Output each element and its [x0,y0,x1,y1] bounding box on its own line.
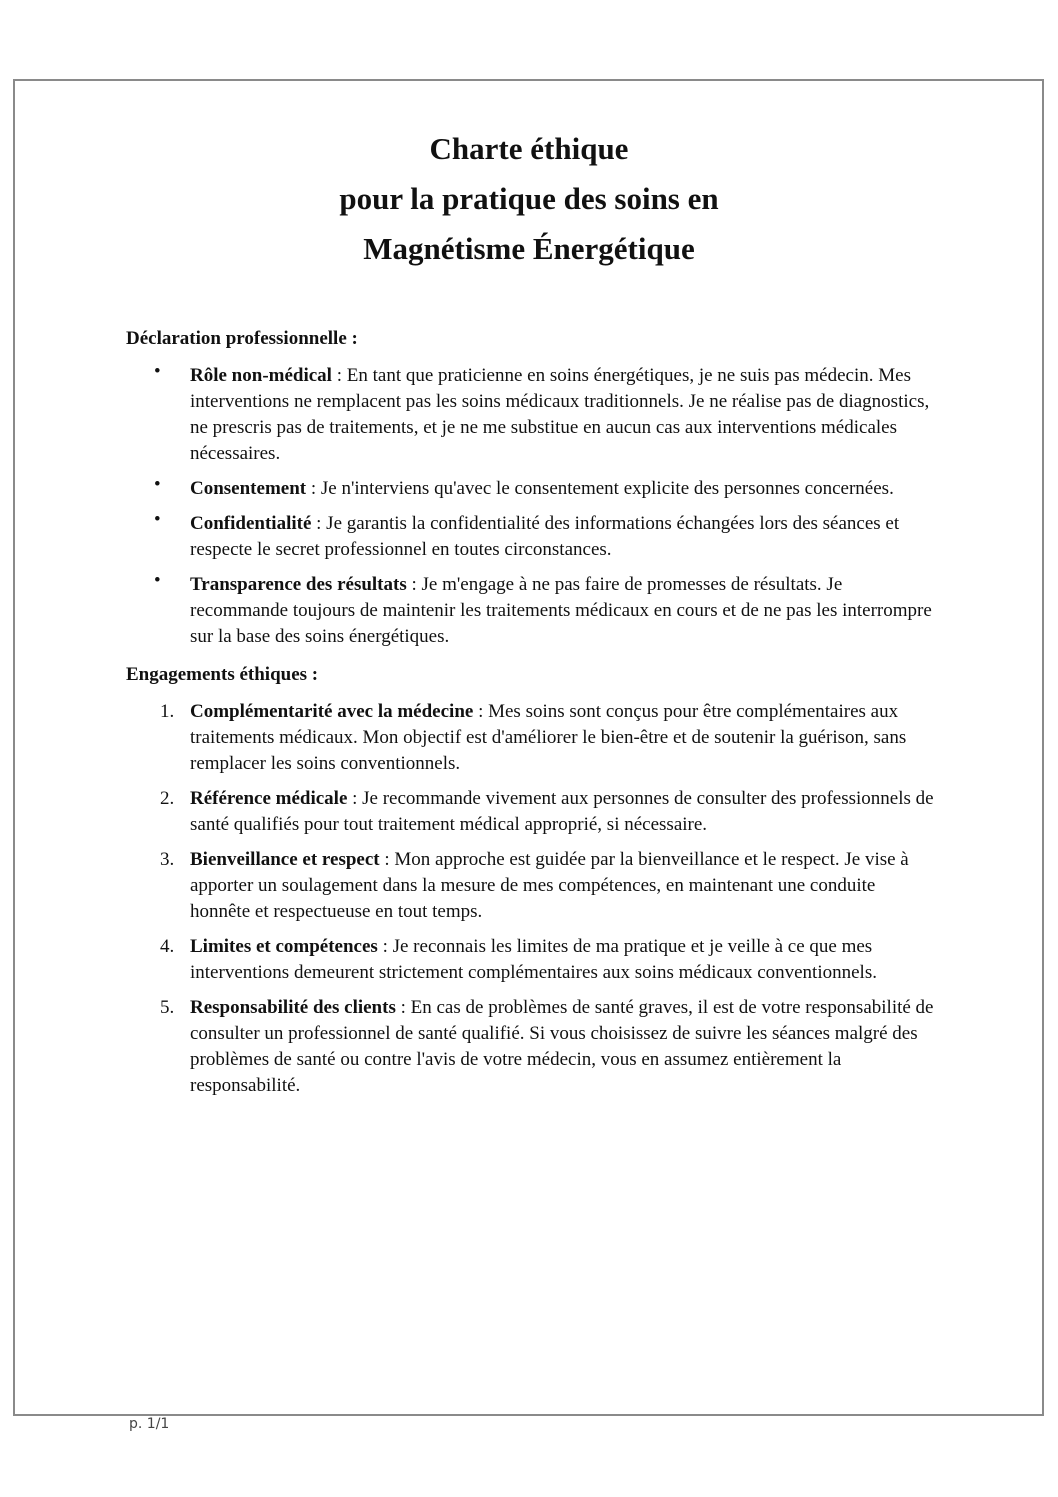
engagement-item-title: Référence médicale [190,788,348,809]
list-number: 5. [160,997,175,1018]
engagement-item [126,995,936,1099]
engagement-item [126,786,936,838]
engagement-item-text: : En cas de problèmes de santé graves, il est de votre responsabilité de consulter un professionnel de santé qualifié. Si vous choisissez de suivre les séances malgré des problèmes de santé ou contre l'avis de votre médecin, vous en assumez entièrement la responsabilité. [190,997,934,1096]
declaration-item [126,363,936,467]
engagement-item-title: Responsabilité des clients [190,997,396,1018]
bullet-marker: • [154,474,161,495]
bullet-marker: • [154,509,161,530]
engagement-item-text: : Mon approche est guidée par la bienveillance et le respect. Je vise à apporter un soulagement dans la mesure de mes compétences, en maintenant une conduite honnête et respectueuse en tout temps. [190,849,909,922]
declaration-item-text: : Je m'engage à ne pas faire de promesses de résultats. Je recommande toujours de maintenir les traitements médicaux en cours et de ne pas les interrompre sur la base des soins énergétiques. [190,574,932,647]
list-number: 4. [160,936,175,957]
engagement-item [126,934,936,986]
engagement-item-text: : Je recommande vivement aux personnes de consulter des professionnels de santé qualifiés pour tout traitement médical approprié, si nécessaire. [190,788,934,835]
declaration-item-text: : En tant que praticienne en soins énergétiques, je ne suis pas médecin. Mes interventions ne remplacent pas les soins médicaux traditionnels. Je ne réalise pas de diagnostics, ne prescris pas de traitements, et je ne me substitue en aucun cas aux interventions médicales nécessaires. [190,365,930,464]
declaration-item [126,572,936,650]
engagement-item [126,699,936,777]
engagements-heading: Engagements éthiques : [126,664,319,685]
declaration-item [126,476,936,502]
engagement-item-title: Bienveillance et respect [190,849,380,870]
declaration-item-text: : Je garantis la confidentialité des informations échangées lors des séances et respecte le secret professionnel en toutes circonstances. [190,513,900,560]
declaration-item-text: : Je n'interviens qu'avec le consentement explicite des personnes concernées. [306,478,894,499]
engagement-item-text: : Mes soins sont conçus pour être complémentaires aux traitements médicaux. Mon objectif est d'améliorer le bien-être et de soutenir la guérison, sans remplacer les soins conventionnels. [190,701,907,774]
list-number: 1. [160,701,175,722]
engagement-item [126,847,936,925]
bullet-marker: • [154,361,161,382]
bullet-marker: • [154,570,161,591]
engagement-item-text: : Je reconnais les limites de ma pratique et je veille à ce que mes interventions demeurent strictement complémentaires aux soins médicaux conventionnels. [190,936,877,983]
page-number: p. 1/1 [129,1416,170,1432]
declaration-item-title: Confidentialité [190,513,312,534]
declaration-item-title: Consentement [190,478,307,499]
title-line-1: Charte éthique [429,131,629,166]
engagement-item-title: Complémentarité avec la médecine [190,701,474,722]
title-line-3: Magnétisme Énergétique [363,231,695,266]
declaration-heading: Déclaration professionnelle : [126,328,358,349]
title-line-2: pour la pratique des soins en [339,181,719,216]
list-number: 2. [160,788,175,809]
list-number: 3. [160,849,175,870]
declaration-item-title: Rôle non-médical [190,365,332,386]
document-body [126,326,936,1108]
declaration-item [126,511,936,563]
engagement-item-title: Limites et compétences [190,936,378,957]
document-title [0,124,1058,274]
declaration-item-title: Transparence des résultats [190,574,407,595]
